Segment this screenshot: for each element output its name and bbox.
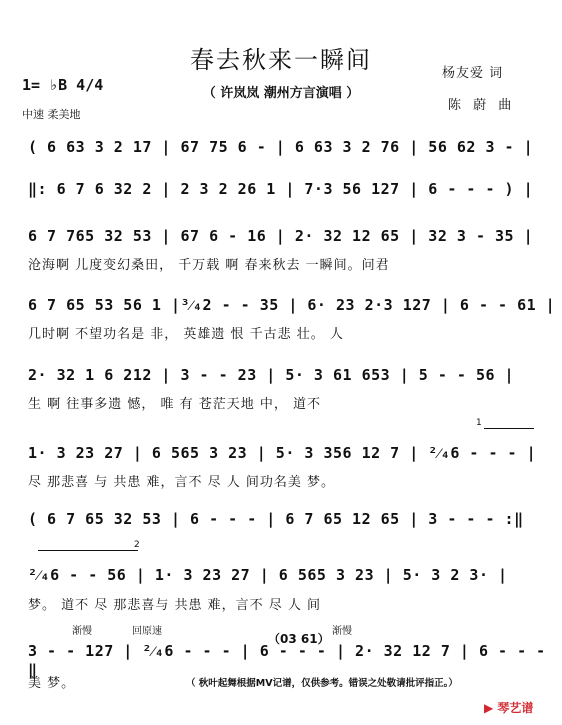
notation-row-2: ‖: 6 7 6 32 2 | 2 3 2 26 1 | 7·3 56 127 | 6 - - - ) | bbox=[28, 180, 534, 198]
footnote: （ 秋叶起舞根据MV记谱，仅供参考。错误之处敬请批评指正。） bbox=[186, 678, 458, 689]
tempo-slow-mark-2: 渐慢 bbox=[332, 626, 352, 637]
notation-row-6: 1· 3 23 27 | 6 565 3 23 | 5· 3 356 12 7 | ²⁄₄6 - - - | bbox=[28, 444, 537, 462]
return-tempo-mark: 回原速 bbox=[132, 626, 162, 637]
notation-row-5: 2· 32 1 6 212 | 3 - - 23 | 5· 3 61 653 | 5 - - 56 | bbox=[28, 366, 515, 384]
volta-number-1: 1 bbox=[476, 418, 482, 428]
tempo-marking: 中速 柔美地 bbox=[22, 108, 81, 121]
page-title: 春去秋来一瞬间 bbox=[190, 46, 372, 74]
lyric-row-3: 沧海啊 儿度变幻桑田， 千万载 啊 春来秋去 一瞬间。问君 bbox=[28, 258, 390, 273]
site-logo bbox=[484, 699, 533, 716]
fill-notes: （03 61） bbox=[268, 632, 330, 646]
notation-row-3: 6 7 765 32 53 | 67 6 - 16 | 2· 32 12 65 | 32 3 - 35 | bbox=[28, 227, 534, 245]
notation-row-1: ( 6 63 3 2 17 | 67 75 6 - | 6 63 3 2 76 | 56 62 3 - | bbox=[28, 138, 534, 156]
composer: 陈 蔚 曲 bbox=[448, 98, 516, 113]
volta-bracket-1 bbox=[476, 418, 534, 429]
logo-icon: ▶ bbox=[484, 701, 494, 715]
notation-row-8: ²⁄₄6 - - 56 | 1· 3 23 27 | 6 565 3 23 | 5· 3 2 3· | bbox=[28, 566, 508, 584]
lyric-row-8: 梦。 道不 尽 那悲喜与 共患 难，言不 尽 人 间 bbox=[28, 598, 322, 613]
volta-bracket-2 bbox=[38, 540, 140, 551]
key-signature: 1= ♭B 4/4 bbox=[22, 76, 104, 94]
lyricist: 杨友爱 词 bbox=[442, 66, 504, 81]
notation-row-9: 3 - - 127 | ²⁄₄6 - - - | 6 - - - | 2· 32 12 7 | 6 - - - ‖ bbox=[28, 642, 546, 679]
lyric-row-5: 生 啊 往事多遗 憾， 唯 有 苍茫天地 中， 道不 bbox=[28, 397, 322, 412]
notation-row-7: ( 6 7 65 32 53 | 6 - - - | 6 7 65 12 65 | 3 - - - :‖ bbox=[28, 510, 524, 528]
notation-row-4: 6 7 65 53 56 1 |³⁄₄2 - - 35 | 6· 23 2·3 127 | 6 - - 61 | bbox=[28, 296, 556, 314]
lyric-row-6: 尽 那悲喜 与 共患 难，言不 尽 人 间功名美 梦。 bbox=[28, 475, 336, 490]
subtitle: （ 许岚岚 潮州方言演唱 ） bbox=[202, 86, 360, 101]
lyric-row-4: 几时啊 不望功名是 非， 英雄遗 恨 千古悲 壮。 人 bbox=[28, 327, 344, 342]
tempo-slow-mark-1: 渐慢 bbox=[72, 626, 92, 637]
lyric-row-9: 美 梦。 bbox=[28, 676, 76, 691]
volta-number-2: 2 bbox=[134, 540, 140, 550]
logo-text: 琴艺谱 bbox=[497, 701, 534, 715]
